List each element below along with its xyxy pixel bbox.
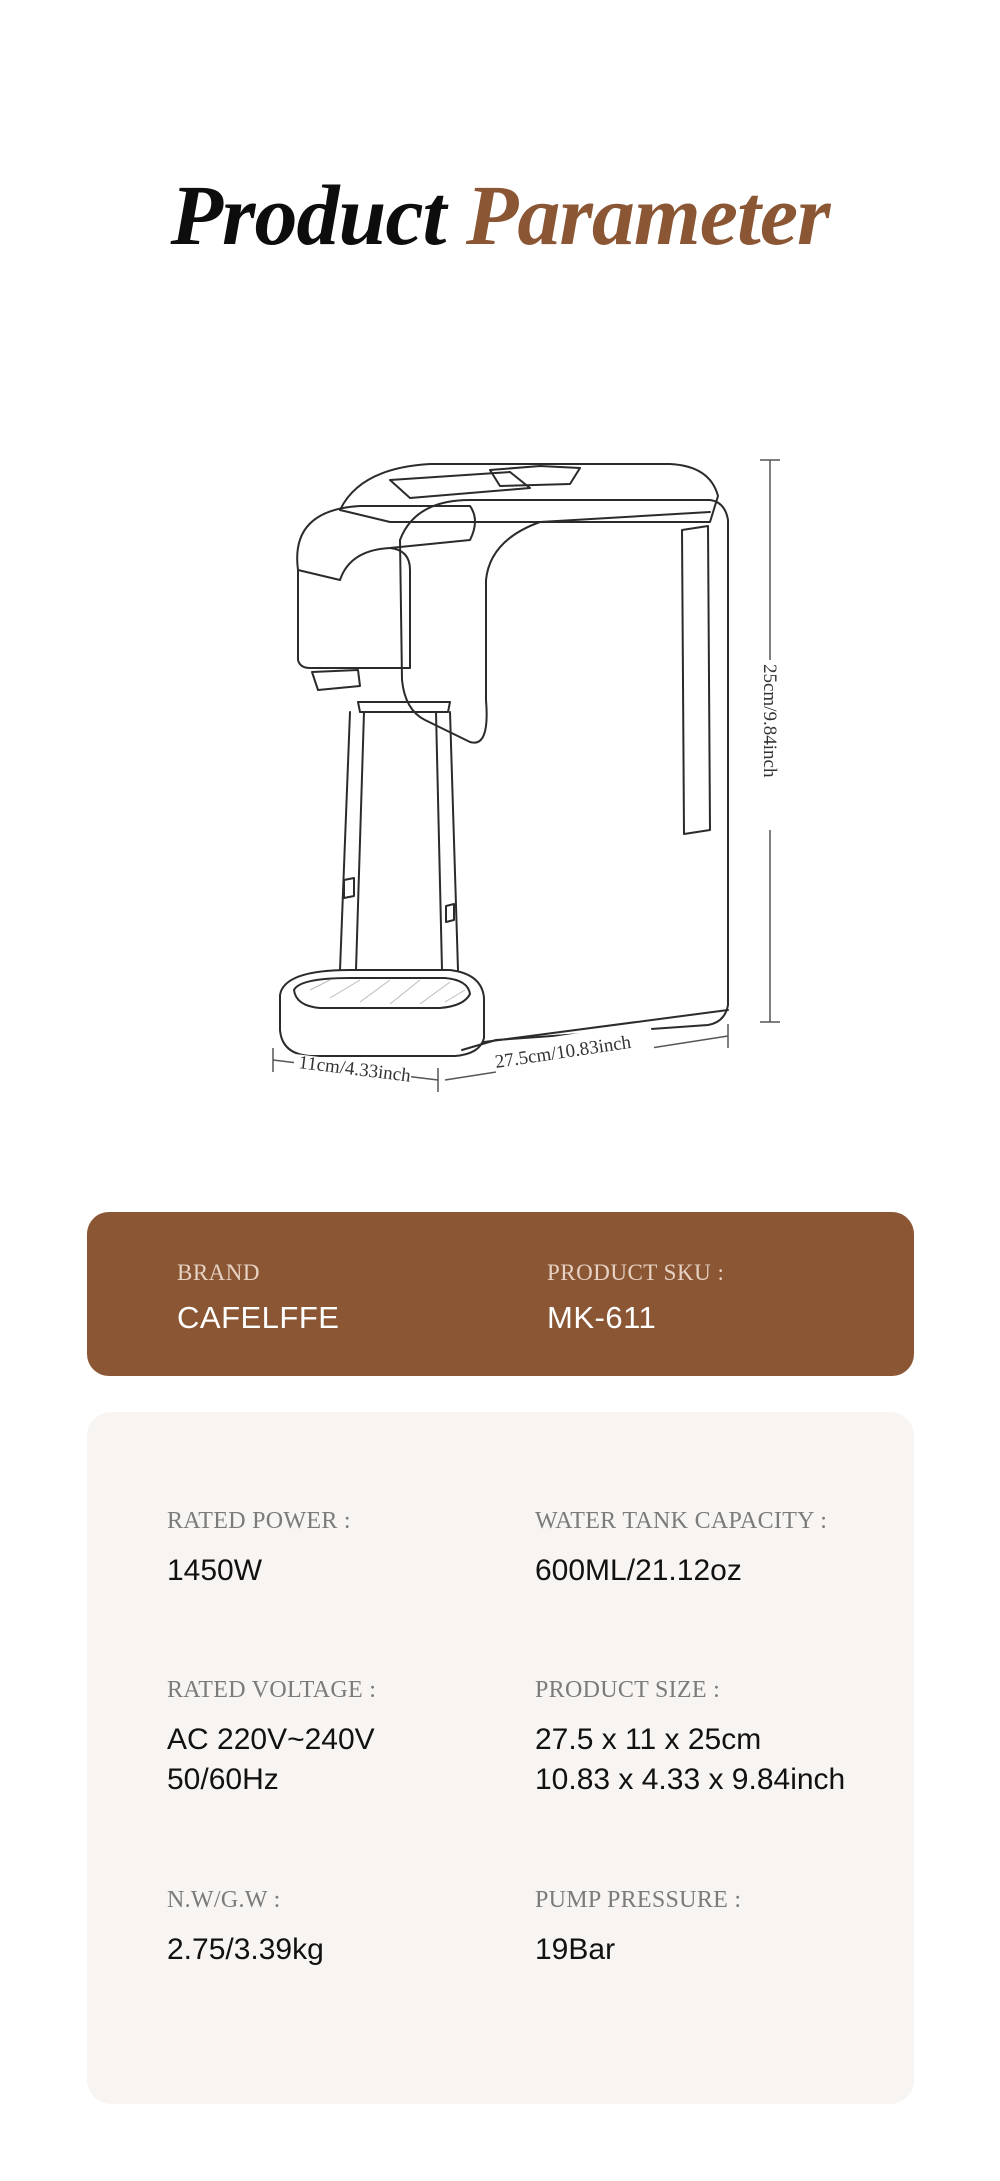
drip-tray-grille bbox=[310, 980, 465, 1004]
spec-weight bbox=[167, 1887, 324, 1970]
machine-outline bbox=[280, 464, 728, 1056]
spec-value: 1450W bbox=[167, 1554, 263, 1587]
spec-label: WATER TANK CAPACITY : bbox=[535, 1508, 828, 1534]
spec-value: AC 220V~240V 50/60Hz bbox=[167, 1723, 375, 1796]
depth-dimension-label: 27.5cm/10.83inch bbox=[493, 1031, 633, 1073]
spec-pump-pressure bbox=[535, 1887, 741, 1970]
spec-value: 19Bar bbox=[535, 1933, 616, 1966]
brand-label: BRAND bbox=[177, 1260, 261, 1285]
sku-field bbox=[547, 1260, 724, 1336]
spec-value: 27.5 x 11 x 25cm 10.83 x 4.33 x 9.84inch bbox=[535, 1723, 846, 1796]
spec-label: RATED VOLTAGE : bbox=[167, 1677, 377, 1703]
sku-label: PRODUCT SKU : bbox=[547, 1260, 725, 1285]
spec-rated-voltage bbox=[167, 1677, 376, 1800]
spec-label: RATED POWER : bbox=[167, 1508, 351, 1534]
title-word-product: Product bbox=[170, 167, 446, 263]
spec-card bbox=[87, 1412, 914, 2104]
spec-label: N.W/G.W : bbox=[167, 1887, 281, 1913]
spec-value: 2.75/3.39kg bbox=[167, 1933, 324, 1966]
width-dimension-label: 11cm/4.33inch bbox=[297, 1052, 412, 1087]
spec-water-tank bbox=[535, 1508, 827, 1591]
title-word-parameter: Parameter bbox=[465, 167, 830, 263]
brand-info-bar bbox=[87, 1212, 914, 1376]
sku-value: MK-611 bbox=[547, 1300, 657, 1335]
spec-label: PRODUCT SIZE : bbox=[535, 1677, 721, 1703]
spec-label: PUMP PRESSURE : bbox=[535, 1887, 742, 1913]
spec-rated-power bbox=[167, 1508, 351, 1591]
coffee-machine-line-drawing bbox=[240, 450, 840, 1130]
spec-value: 600ML/21.12oz bbox=[535, 1554, 742, 1587]
brand-value: CAFELFFE bbox=[177, 1300, 340, 1335]
height-dimension-label: 25cm/9.84inch bbox=[759, 664, 780, 778]
brand-field bbox=[177, 1260, 339, 1336]
spec-product-size bbox=[535, 1677, 845, 1800]
page-title bbox=[0, 167, 1000, 263]
